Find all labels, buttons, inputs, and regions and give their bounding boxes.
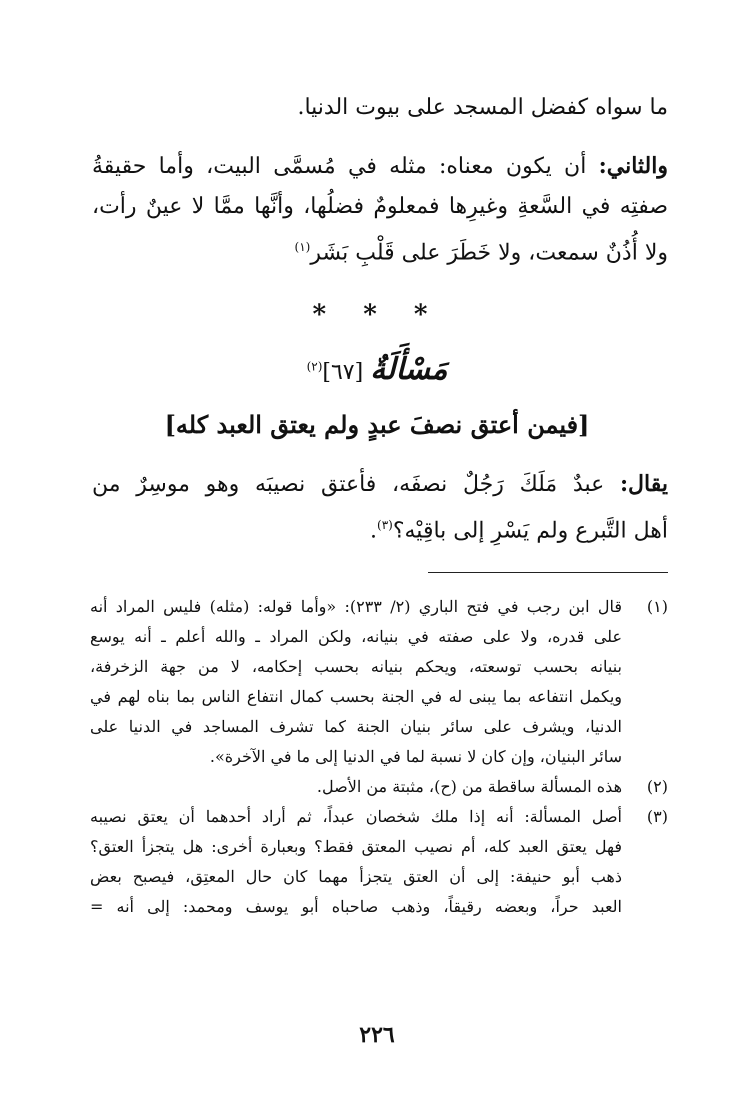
footnote-line: الدنيا، ويشرف على سائر بنيان الجنة كما تشرف المساجد في الدنيا على [90,717,622,736]
footnote-line: أصل المسألة: أنه إذا ملك شخصان عبداً، ثم أراد أحدهما أن يعتق نصيبه [90,807,622,826]
footnote-number: (١) [646,597,668,616]
masala-word: مَسْأَلَةٌ [370,352,448,387]
footnote-number: (٣) [646,807,668,826]
masala-heading [0,352,754,387]
section-separator: * * * [312,300,442,330]
text-line: ما سواه كفضل المسجد على بيوت الدنيا. [297,95,668,120]
paragraph-2 [92,146,668,273]
paragraph-1 [92,88,668,128]
footnote-line: قال ابن رجب في فتح الباري (٢/ ٢٣٣): «وأما قوله: (مثله) فليس المراد أنه [90,597,622,616]
footnote-ref: (٢) [306,359,323,374]
text-line: صفتِه في السَّعةِ وغيرِها فمعلومٌ فضلُها، وأنَّها ممَّا لا عينٌ رأت، [92,194,668,219]
text-span: عبدٌ مَلَكَ رَجُلٌ نصفَه، فأعتق نصيبَه وهو موسِرٌ من [92,472,605,497]
footnote-line: ويكمل انتفاعه بما يبنى له في الجنة بحسب كمال انتفاع الناس بما بناه لهم في [90,687,622,706]
footnote-line: سائر البنيان، وإن كان لا نسبة لما في الدنيا إلى ما في الآخرة». [209,747,622,766]
section-title: [فيمن أعتق نصفَ عبدٍ ولم يعتق العبد كله] [164,410,590,439]
footnote-line: فهل يعتق العبد كله، أم نصيب المعتق فقط؟ وبعبارة أخرى: هل يتجزأ العتق؟ [90,837,622,856]
footnote-line: بنيانه بحسب توسعته، ويحكم بنيانه بحسب إحكامه، لا من جهة الزخرفة، [90,657,622,676]
paragraph-lead: يقال: [619,471,668,497]
text-line [92,464,668,505]
text-line [92,146,668,187]
footnote-line: العبد حراً، وبعضه رقيقاً، وذهب صاحباه أبو يوسف ومحمد: إلى أنه = [90,897,622,916]
paragraph-lead: والثاني: [598,153,668,179]
footnote-body [90,772,622,802]
text-span: أن يكون معناه: مثله في مُسمَّى البيت، وأما حقيقةُ [92,154,587,179]
footnote-number: (٢) [646,777,668,796]
footnote-line: ذهب أبو حنيفة: إلى أن العتق يتجزأ مهما كان حال المعتِق، فيصبح بعض [90,867,622,886]
footnote-body [90,802,622,922]
text-line [92,505,668,551]
paragraph-3 [92,464,668,551]
footnote-1 [90,592,668,772]
footnote-ref: (٣) [377,518,393,532]
footnote-body [90,592,622,772]
page-number: ٢٢٦ [359,1022,395,1048]
footnote-2 [90,772,668,802]
text-span: . [370,518,377,544]
text-span: أهل التَّبرع ولم يَسْرِ إلى باقِيْه؟ [392,518,668,544]
footnote-divider [428,572,668,573]
masala-number: [٦٧] [322,360,364,385]
footnotes [90,592,668,922]
footnote-3 [90,802,668,922]
text-span: ولا أُذُنٌ سمعت، ولا خَطَرَ على قَلْبِ بَشَر [310,240,668,266]
footnote-line: على قدره، ولا على صفته في بنيانه، ولكن المراد ـ والله أعلم ـ أنه يوسع [90,627,622,646]
footnote-ref: (١) [294,240,311,254]
footnote-line: هذه المسألة ساقطة من (ح)، مثبتة من الأصل. [316,777,622,796]
text-line [92,227,668,273]
